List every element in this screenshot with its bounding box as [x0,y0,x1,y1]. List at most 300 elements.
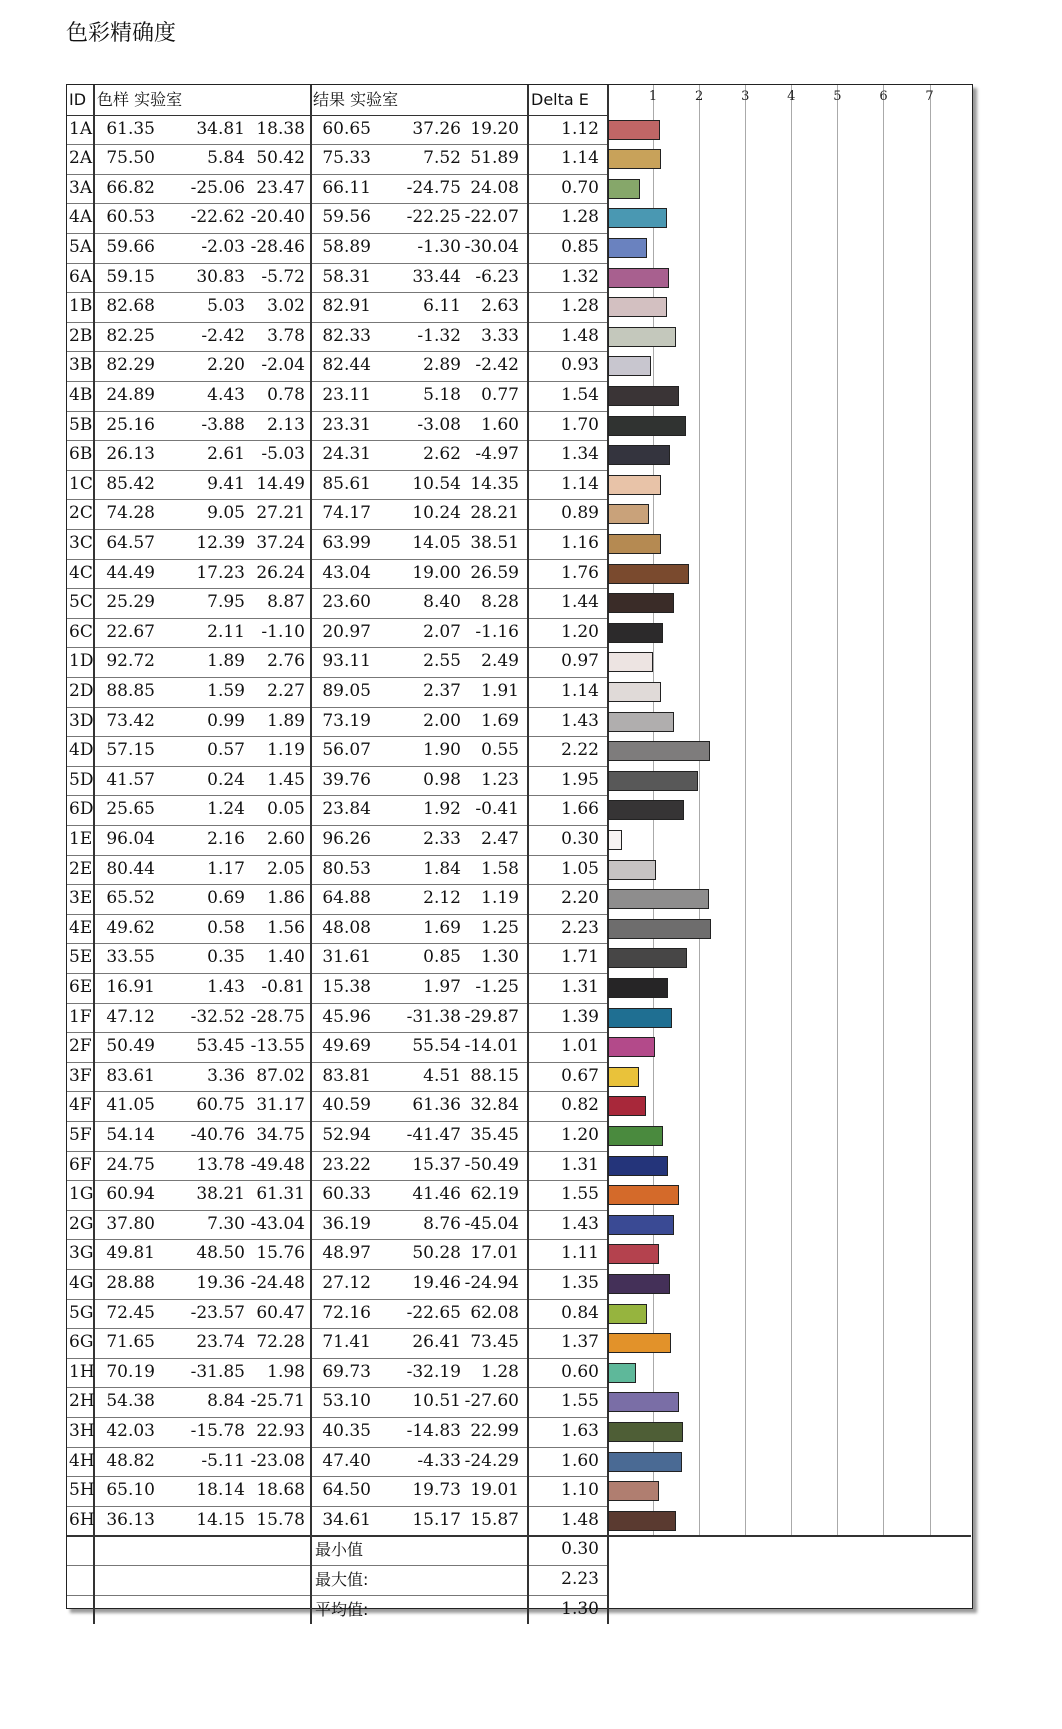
result-lab-value: 8.76 [423,1213,461,1234]
result-lab-value: 2.62 [423,444,461,465]
summary-value: 0.30 [561,1539,599,1560]
result-lab-value: -1.16 [475,621,519,642]
delta-e-value: 1.12 [561,118,599,139]
delta-e-value: 0.85 [561,237,599,257]
sample-lab-value: 64.57 [106,533,155,553]
row-id: 3A [69,177,93,198]
result-lab-value: -14.01 [464,1036,519,1057]
sample-lab-value: 2.76 [267,651,305,672]
sample-lab-value: 37.80 [106,1213,155,1234]
result-lab-value: 73.45 [470,1332,519,1353]
sample-lab-value: 2.05 [267,858,305,879]
delta-e-value: 0.30 [561,829,599,849]
result-lab-value: 26.59 [470,562,519,583]
result-lab-value: 2.63 [481,296,519,317]
result-lab-value: 1.69 [423,917,461,938]
sample-lab-value: 49.81 [106,1243,155,1264]
sample-lab-value: 60.94 [106,1184,155,1205]
result-lab-value: 49.69 [322,1036,371,1057]
sample-lab-value: 48.82 [106,1450,155,1471]
sample-lab-value: 75.50 [106,148,155,169]
delta-e-value: 1.28 [561,296,599,317]
result-lab-value: 73.19 [322,710,371,731]
result-lab-value: 96.26 [322,829,371,849]
row-id: 6A [69,266,93,287]
sample-lab-value: -22.62 [190,207,245,228]
delta-e-bar [608,1008,672,1028]
sample-lab-value: 1.89 [267,710,305,731]
sample-lab-value: 70.19 [106,1361,155,1382]
result-lab-value: -24.75 [406,177,461,198]
summary-label: 最大值: [315,1570,369,1589]
sample-lab-value: 74.28 [106,503,155,524]
sample-lab-value: 30.83 [196,266,245,287]
sample-lab-value: 15.76 [256,1243,305,1264]
sample-lab-value: 14.49 [256,473,305,494]
sample-lab-value: 4.43 [207,385,245,405]
result-lab-value: 64.88 [322,888,371,909]
result-lab-value: 35.45 [470,1125,519,1145]
result-lab-value: -1.30 [417,237,461,257]
result-lab-value: 34.61 [322,1509,371,1530]
sample-lab-value: 2.20 [207,355,245,376]
result-lab-value: -31.38 [406,1006,461,1027]
sample-lab-value: -25.71 [250,1391,305,1412]
column-divider [310,85,312,1624]
delta-e-bar [608,297,667,317]
sample-lab-value: 1.89 [207,651,245,672]
x-gridline [837,85,838,1535]
sample-lab-value: -0.81 [261,977,305,997]
x-tick-label: 2 [695,89,704,104]
result-lab-value: 1.92 [423,799,461,820]
sample-lab-value: 88.85 [106,681,155,701]
delta-e-value: 1.76 [561,562,599,583]
result-lab-value: 62.08 [470,1302,519,1323]
delta-e-value: 1.31 [561,1154,599,1175]
sample-lab-value: 38.21 [196,1184,245,1205]
sample-lab-value: 34.81 [196,118,245,139]
sample-lab-value: 13.78 [196,1154,245,1175]
result-lab-value: -24.94 [464,1273,519,1293]
delta-e-value: 2.23 [561,917,599,938]
delta-e-value: 1.01 [561,1036,599,1057]
delta-e-bar [608,327,676,347]
result-lab-value: 15.37 [412,1154,461,1175]
row-id: 1B [69,296,93,317]
sample-lab-value: 3.02 [267,296,305,317]
result-lab-value: -0.41 [475,799,519,820]
result-lab-value: 0.55 [481,740,519,761]
delta-e-value: 1.20 [561,1125,599,1145]
delta-e-value: 1.31 [561,977,599,997]
sample-lab-value: 0.57 [207,740,245,761]
result-lab-value: 26.41 [412,1332,461,1353]
summary-value: 1.30 [561,1598,599,1619]
result-lab-value: -2.42 [475,355,519,376]
sample-lab-value: 87.02 [256,1065,305,1086]
sample-lab-value: 1.17 [207,858,245,879]
result-lab-value: 58.31 [322,266,371,287]
sample-lab-value: 5.03 [207,296,245,317]
result-lab-value: 62.19 [470,1184,519,1205]
x-gridline [930,85,931,1535]
sample-lab-value: 60.75 [196,1095,245,1116]
result-lab-value: 60.33 [322,1184,371,1205]
sample-lab-value: 72.45 [106,1302,155,1323]
sample-lab-value: 8.87 [267,592,305,613]
sample-lab-value: 34.75 [256,1125,305,1145]
delta-e-value: 1.14 [561,148,599,169]
delta-e-bar [608,919,711,939]
delta-e-bar [608,1185,679,1205]
result-lab-value: 10.51 [412,1391,461,1412]
row-id: 4A [69,207,93,228]
row-id: 2A [69,148,93,169]
sample-lab-value: 96.04 [106,829,155,849]
result-lab-value: 56.07 [322,740,371,761]
sample-lab-value: 2.27 [267,681,305,701]
sample-lab-value: 0.69 [207,888,245,909]
sample-lab-value: 15.78 [256,1509,305,1530]
row-id: 6B [69,444,93,465]
delta-e-bar [608,682,661,702]
result-lab-value: -22.25 [406,207,461,228]
row-id: 1F [69,1006,92,1027]
delta-e-bar [608,771,698,791]
sample-lab-value: 72.28 [256,1332,305,1353]
sample-lab-value: 1.98 [267,1361,305,1382]
sample-lab-value: -49.48 [250,1154,305,1175]
sample-lab-value: 18.38 [256,118,305,139]
result-lab-value: 24.31 [322,444,371,465]
delta-e-bar [608,830,622,850]
result-lab-value: 19.73 [412,1480,461,1501]
result-lab-value: 31.61 [322,947,371,968]
result-lab-value: 23.60 [322,592,371,613]
result-lab-value: 37.26 [412,118,461,139]
result-lab-value: 33.44 [412,266,461,287]
delta-e-value: 1.39 [561,1006,599,1027]
x-gridline [883,85,884,1535]
sample-lab-value: 2.11 [207,621,245,642]
result-lab-value: -3.08 [417,414,461,435]
row-id: 3G [69,1243,94,1264]
row-id: 3C [69,533,93,553]
result-lab-value: 1.60 [481,414,519,435]
delta-e-bar [608,1511,676,1531]
delta-e-value: 1.44 [561,592,599,613]
result-lab-value: 5.18 [423,385,461,405]
delta-e-bar [608,1067,639,1087]
delta-e-bar [608,1392,679,1412]
sample-lab-value: 22.93 [256,1421,305,1441]
row-id: 2F [69,1036,92,1057]
result-lab-value: 10.54 [412,473,461,494]
row-id: 5H [69,1480,95,1501]
column-divider [527,85,529,1624]
sample-lab-value: 0.24 [207,769,245,790]
result-lab-value: 23.31 [322,414,371,435]
row-id: 5E [69,947,93,968]
delta-e-value: 1.35 [561,1273,599,1293]
sample-lab-value: -32.52 [190,1006,245,1027]
delta-e-value: 1.71 [561,947,599,968]
row-id: 2D [69,681,94,701]
row-id: 2H [69,1391,95,1412]
sample-lab-value: 7.95 [207,592,245,613]
sample-lab-value: 71.65 [106,1332,155,1353]
row-id: 5B [69,414,93,435]
sample-lab-value: 42.03 [106,1421,155,1441]
result-lab-value: 17.01 [470,1243,519,1264]
header-delta-e: Delta E [531,90,589,109]
sample-lab-value: 41.57 [106,769,155,790]
result-lab-value: 41.46 [412,1184,461,1205]
sample-lab-value: -23.08 [250,1450,305,1471]
sample-lab-value: 9.41 [207,473,245,494]
delta-e-value: 1.20 [561,621,599,642]
sample-lab-value: 19.36 [196,1273,245,1293]
delta-e-bar [608,1333,671,1353]
result-lab-value: 40.35 [322,1421,371,1441]
result-lab-value: 2.47 [481,829,519,849]
row-id: 2E [69,858,93,879]
sample-lab-value: 36.13 [106,1509,155,1530]
result-lab-value: 1.25 [481,917,519,938]
sample-lab-value: 49.62 [106,917,155,938]
result-lab-value: 40.59 [322,1095,371,1116]
sample-lab-value: 1.19 [267,740,305,761]
x-tick-label: 4 [787,89,796,104]
row-id: 5A [69,237,93,257]
delta-e-bar [608,593,674,613]
row-id: 3B [69,355,93,376]
sample-lab-value: 17.23 [196,562,245,583]
sample-lab-value: 1.24 [207,799,245,820]
delta-e-bar [608,712,674,732]
result-lab-value: 0.77 [481,385,519,405]
result-lab-value: 59.56 [322,207,371,228]
sample-lab-value: 41.05 [106,1095,155,1116]
result-lab-value: 19.00 [412,562,461,583]
result-lab-value: 1.23 [481,769,519,790]
delta-e-value: 1.55 [561,1184,599,1205]
summary-label: 平均值: [315,1599,369,1619]
sample-lab-value: 57.15 [106,740,155,761]
sample-lab-value: -2.42 [201,325,245,346]
result-lab-value: 39.76 [322,769,371,790]
delta-e-bar [608,179,640,199]
color-accuracy-table [66,84,973,1619]
result-lab-value: 2.33 [423,829,461,849]
delta-e-value: 2.22 [561,740,599,761]
sample-lab-value: 60.47 [256,1302,305,1323]
delta-e-bar [608,120,660,140]
sample-lab-value: -25.06 [190,177,245,198]
result-lab-value: -4.33 [417,1450,461,1471]
delta-e-value: 1.05 [561,858,599,879]
sample-lab-value: 23.47 [256,177,305,198]
result-lab-value: 72.16 [322,1302,371,1323]
result-lab-value: 69.73 [322,1361,371,1382]
delta-e-value: 1.14 [561,681,599,701]
sample-lab-value: 31.17 [256,1095,305,1116]
delta-e-value: 1.55 [561,1391,599,1412]
result-lab-value: -14.83 [406,1421,461,1441]
sample-lab-value: 66.82 [106,177,155,198]
delta-e-bar [608,1422,683,1442]
result-lab-value: 82.33 [322,325,371,346]
sample-lab-value: 73.42 [106,710,155,731]
sample-lab-value: 1.86 [267,888,305,909]
delta-e-value: 1.63 [561,1421,599,1441]
delta-e-value: 1.11 [561,1243,599,1264]
sample-lab-value: 25.16 [106,414,155,435]
row-id: 3F [69,1065,92,1086]
row-id: 5D [69,769,94,790]
result-lab-value: -30.04 [464,237,519,257]
result-lab-value: -22.65 [406,1302,461,1323]
row-id: 1E [69,829,93,849]
result-lab-value: 1.30 [481,947,519,968]
delta-e-bar [608,889,709,909]
result-lab-value: -50.49 [464,1154,519,1175]
sample-lab-value: 12.39 [196,533,245,553]
sample-lab-value: 59.66 [106,237,155,257]
delta-e-bar [608,948,687,968]
sample-lab-value: 85.42 [106,473,155,494]
result-lab-value: 32.84 [470,1095,519,1116]
summary-label: 最小值 [315,1540,364,1560]
result-lab-value: 23.84 [322,799,371,820]
sample-lab-value: 65.52 [106,888,155,909]
result-lab-value: -27.60 [464,1391,519,1412]
delta-e-bar [608,534,661,554]
result-lab-value: 24.08 [470,177,519,198]
result-lab-value: 19.01 [470,1480,519,1501]
header-sample-lab: 色样 实验室 [97,90,183,109]
sample-lab-value: 16.91 [106,977,155,997]
result-lab-value: 27.12 [322,1273,371,1293]
row-id: 6G [69,1332,94,1353]
sample-lab-value: 2.60 [267,829,305,849]
result-lab-value: 8.40 [423,592,461,613]
result-lab-value: 2.00 [423,710,461,731]
row-id: 3E [69,888,93,909]
sample-lab-value: 9.05 [207,503,245,524]
row-id: 2B [69,325,93,346]
sample-lab-value: 0.78 [267,385,305,405]
result-lab-value: 1.58 [481,858,519,879]
sample-lab-value: 54.14 [106,1125,155,1145]
result-lab-value: 47.40 [322,1450,371,1471]
delta-e-bar [608,149,661,169]
sample-lab-value: 7.30 [207,1213,245,1234]
row-id: 6D [69,799,94,820]
sample-lab-value: 25.29 [106,592,155,613]
sample-lab-value: -2.03 [201,237,245,257]
result-lab-value: 63.99 [322,533,371,553]
row-id: 6F [69,1154,92,1175]
result-lab-value: 80.53 [322,858,371,879]
delta-e-bar [608,1304,647,1324]
sample-lab-value: 80.44 [106,858,155,879]
sample-lab-value: 60.53 [106,207,155,228]
result-lab-value: 2.49 [481,651,519,672]
sample-lab-value: 50.49 [106,1036,155,1057]
delta-e-value: 1.70 [561,414,599,435]
delta-e-bar [608,1481,659,1501]
row-id: 5F [69,1125,92,1145]
delta-e-bar [608,1452,682,1472]
result-lab-value: 71.41 [322,1332,371,1353]
row-id: 1H [69,1361,95,1382]
sample-lab-value: 82.25 [106,325,155,346]
delta-e-value: 1.32 [561,266,599,287]
row-id: 6C [69,621,93,642]
delta-e-value: 0.97 [561,651,599,672]
row-id: 4C [69,562,93,583]
delta-e-bar [608,445,670,465]
x-tick-label: 5 [833,89,842,104]
row-id: 4B [69,385,93,405]
row-id: 2C [69,503,93,524]
result-lab-value: 55.54 [412,1036,461,1057]
row-id: 4H [69,1450,95,1471]
sample-lab-value: 61.31 [256,1184,305,1205]
row-id: 2G [69,1213,94,1234]
result-lab-value: 88.15 [470,1065,519,1086]
result-lab-value: 82.91 [322,296,371,317]
sample-lab-value: 0.58 [207,917,245,938]
x-gridline [745,85,746,1535]
delta-e-value: 1.43 [561,1213,599,1234]
delta-e-bar [608,356,651,376]
summary-value: 2.23 [561,1569,599,1589]
result-lab-value: 15.38 [322,977,371,997]
result-lab-value: 20.97 [322,621,371,642]
sample-lab-value: -28.46 [250,237,305,257]
sample-lab-value: 5.84 [207,148,245,169]
row-id: 1D [69,651,94,672]
sample-lab-value: 1.40 [267,947,305,968]
result-lab-value: 28.21 [470,503,519,524]
result-lab-value: 1.69 [481,710,519,731]
row-id: 5C [69,592,93,613]
delta-e-bar [608,1274,670,1294]
result-lab-value: 60.65 [322,118,371,139]
page-title: 色彩精确度 [66,21,177,46]
result-lab-value: 19.46 [412,1273,461,1293]
sample-lab-value: -5.03 [261,444,305,465]
delta-e-bar [608,416,686,436]
result-lab-value: 1.90 [423,740,461,761]
delta-e-value: 1.43 [561,710,599,731]
sample-lab-value: 27.21 [256,503,305,524]
delta-e-value: 2.20 [561,888,599,909]
result-lab-value: 1.28 [481,1361,519,1382]
sample-lab-value: 22.67 [106,621,155,642]
result-lab-value: 74.17 [322,503,371,524]
result-lab-value: 2.12 [423,888,461,909]
x-gridline [791,85,792,1535]
delta-e-bar [608,978,668,998]
result-lab-value: -6.23 [475,266,519,287]
sample-lab-value: 0.35 [207,947,245,968]
row-id: 3D [69,710,94,731]
sample-lab-value: 1.43 [207,977,245,997]
